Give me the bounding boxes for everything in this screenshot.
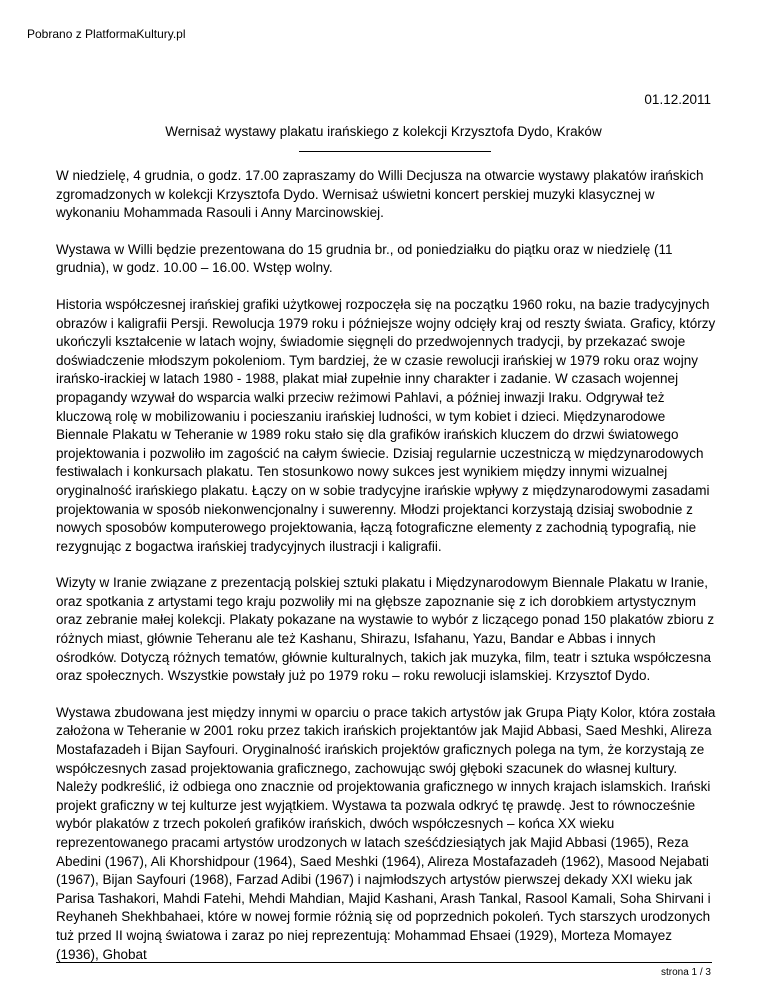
paragraph-opening: W niedzielę, 4 grudnia, o godz. 17.00 zapraszamy do Willi Decjusza na otwarcie wystawy plakatów irańskich zgromadzonych w kolekcji Krzysztofa Dydo. Wernisaż uświetni koncert perskiej muzyki klasycznej w wykonaniu Mohammada Rasouli i Anny Marcinowskiej.: [56, 168, 704, 221]
title-divider: [299, 151, 491, 152]
paragraph-history: Historia współczesnej irańskiej grafiki użytkowej rozpoczęła się na początku 1960 roku, na bazie tradycyjnych obrazów i kaligrafii Persji. Rewolucja 1979 roku i późniejsze wojny odcięły kraj od reszty świata. Graficy, którzy ukończyli kształcenie w latach wojny, świadomie sięgnęli do przedwojennych tradycji, by przekazać swoje doświadczenie młodszym pokoleniom. Tym bardziej, że w czasie rewolucji irańskiej w 1979 roku oraz wojny irańsko-irackiej w latach 1980 - 1988, plakat miał zupełnie inny charakter i zadanie. W czasach wojennej propagandy wzywał do wsparcia walki przeciw reżimowi Pahlavi, a później inwazji Iraku. Odgrywał też kluczową rolę w mobilizowaniu i pocieszaniu irańskiej ludności, w tym kobiet i dzieci. Międzynarodowe Biennale Plakatu w Teheranie w 1989 roku stało się dla grafików irańskich kluczem do drzwi światowego projektowania i pozwoliło im zagościć na całym świecie. Dzisiaj regularnie uczestniczą w międzynarodowych festiwalach i konkursach plakatu. Ten stosunkowo nowy sukces jest wynikiem między innymi wizualnej oryginalność irańskiego plakatu. Łączy on w sobie tradycyjne irańskie wpływy z międzynarodowymi zasadami projektowania w sposób niekonwencjonalny i suwerenny. Młodzi projektanci korzystają dzisiaj swobodnie z nowych sposobów komputerowego projektowania, łączą fotograficzne elementy z zachodnią typografią, nie rezygnując z bogactwa irańskiej tradycyjnych ilustracji i kaligrafii.: [56, 296, 716, 554]
paragraph-artists: Wystawa zbudowana jest między innymi w oparciu o prace takich artystów jak Grupa Piąty Kolor, która została założona w Teheranie w 2001 roku przez takich irańskich projektantów jak Majid Abbasi, Saed Meshki, Alireza Mostafazadeh i Bijan Sayfouri. Oryginalność irańskich projektów graficznych polega na tym, że korzystają ze współczesnych zasad projektowania graficznego, zachowując swój głęboki szacunek do własnej kultury. Należy podkreślić, iż odbiega ono znacznie od projektowania graficznego w innych krajach islamskich. Irański projekt graficzny w tej kulturze jest wyjątkiem. Wystawa ta pozwala odkryć tę prawdę. Jest to równocześnie wybór plakatów z trzech pokoleń grafików irańskich, dwóch współczesnych – końca XX wieku reprezentowanego pracami artystów urodzonych w latach sześćdziesiątych jak Majid Abbasi (1965), Reza Abedini (1967), Ali Khorshidpour (1964), Saed Meshki (1964), Alireza Mostafazadeh (1962), Masood Nejabati (1967), Bijan Sayfouri (1968), Farzad Adibi (1967) i najmłodszych artystów pierwszej dekady XXI wieku jak Parisa Tashakori, Mahdi Fatehi, Mehdi Mahdian, Majid Kashani, Arash Tankal, Rasool Kamali, Soha Shirvani i Reyhaneh Shekhbahaei, które w nowej formie różnią się od poprzednich pokoleń. Tych starszych urodzonych tuż przed II wojną światowa i zaraz po niej reprezentują: Mohammad Ehsaei (1929), Morteza Momayez (1936), Ghobat: [56, 704, 716, 962]
source-header: Pobrano z PlatformaKultury.pl: [27, 27, 186, 41]
article-body: [56, 167, 716, 982]
footer-divider: [56, 962, 712, 963]
paragraph-visits: Wizyty w Iranie związane z prezentacją polskiej sztuki plakatu i Międzynarodowym Biennale Plakatu w Iranie, oraz spotkania z artystami tego kraju pozwoliły mi na głębsze zapoznanie się z ich dorobkiem artystycznym oraz zebranie małej kolekcji. Plakaty pokazane na wystawie to wybór z liczącego ponad 150 plakatów zbioru z różnych miast, głównie Teheranu ale też Kashanu, Shirazu, Isfahanu, Yazu, Bandar e Abbas i innych ośrodków. Dotyczą różnych tematów, głównie kulturalnych, takich jak muzyka, film, teatr i sztuka współczesna oraz społecznych. Wszystkie powstały już po 1979 roku – roku rewolucji islamskiej. Krzysztof Dydo.: [56, 575, 715, 684]
page-number: strona 1 / 3: [660, 967, 711, 978]
article-date: 01.12.2011: [644, 92, 711, 107]
article-title: Wernisaż wystawy plakatu irańskiego z kolekcji Krzysztofa Dydo, Kraków: [165, 124, 602, 139]
paragraph-hours: Wystawa w Willi będzie prezentowana do 15 grudnia br., od poniedziałku do piątku oraz w niedzielę (11 grudnia), w godz. 10.00 – 16.00. Wstęp wolny.: [56, 241, 673, 276]
